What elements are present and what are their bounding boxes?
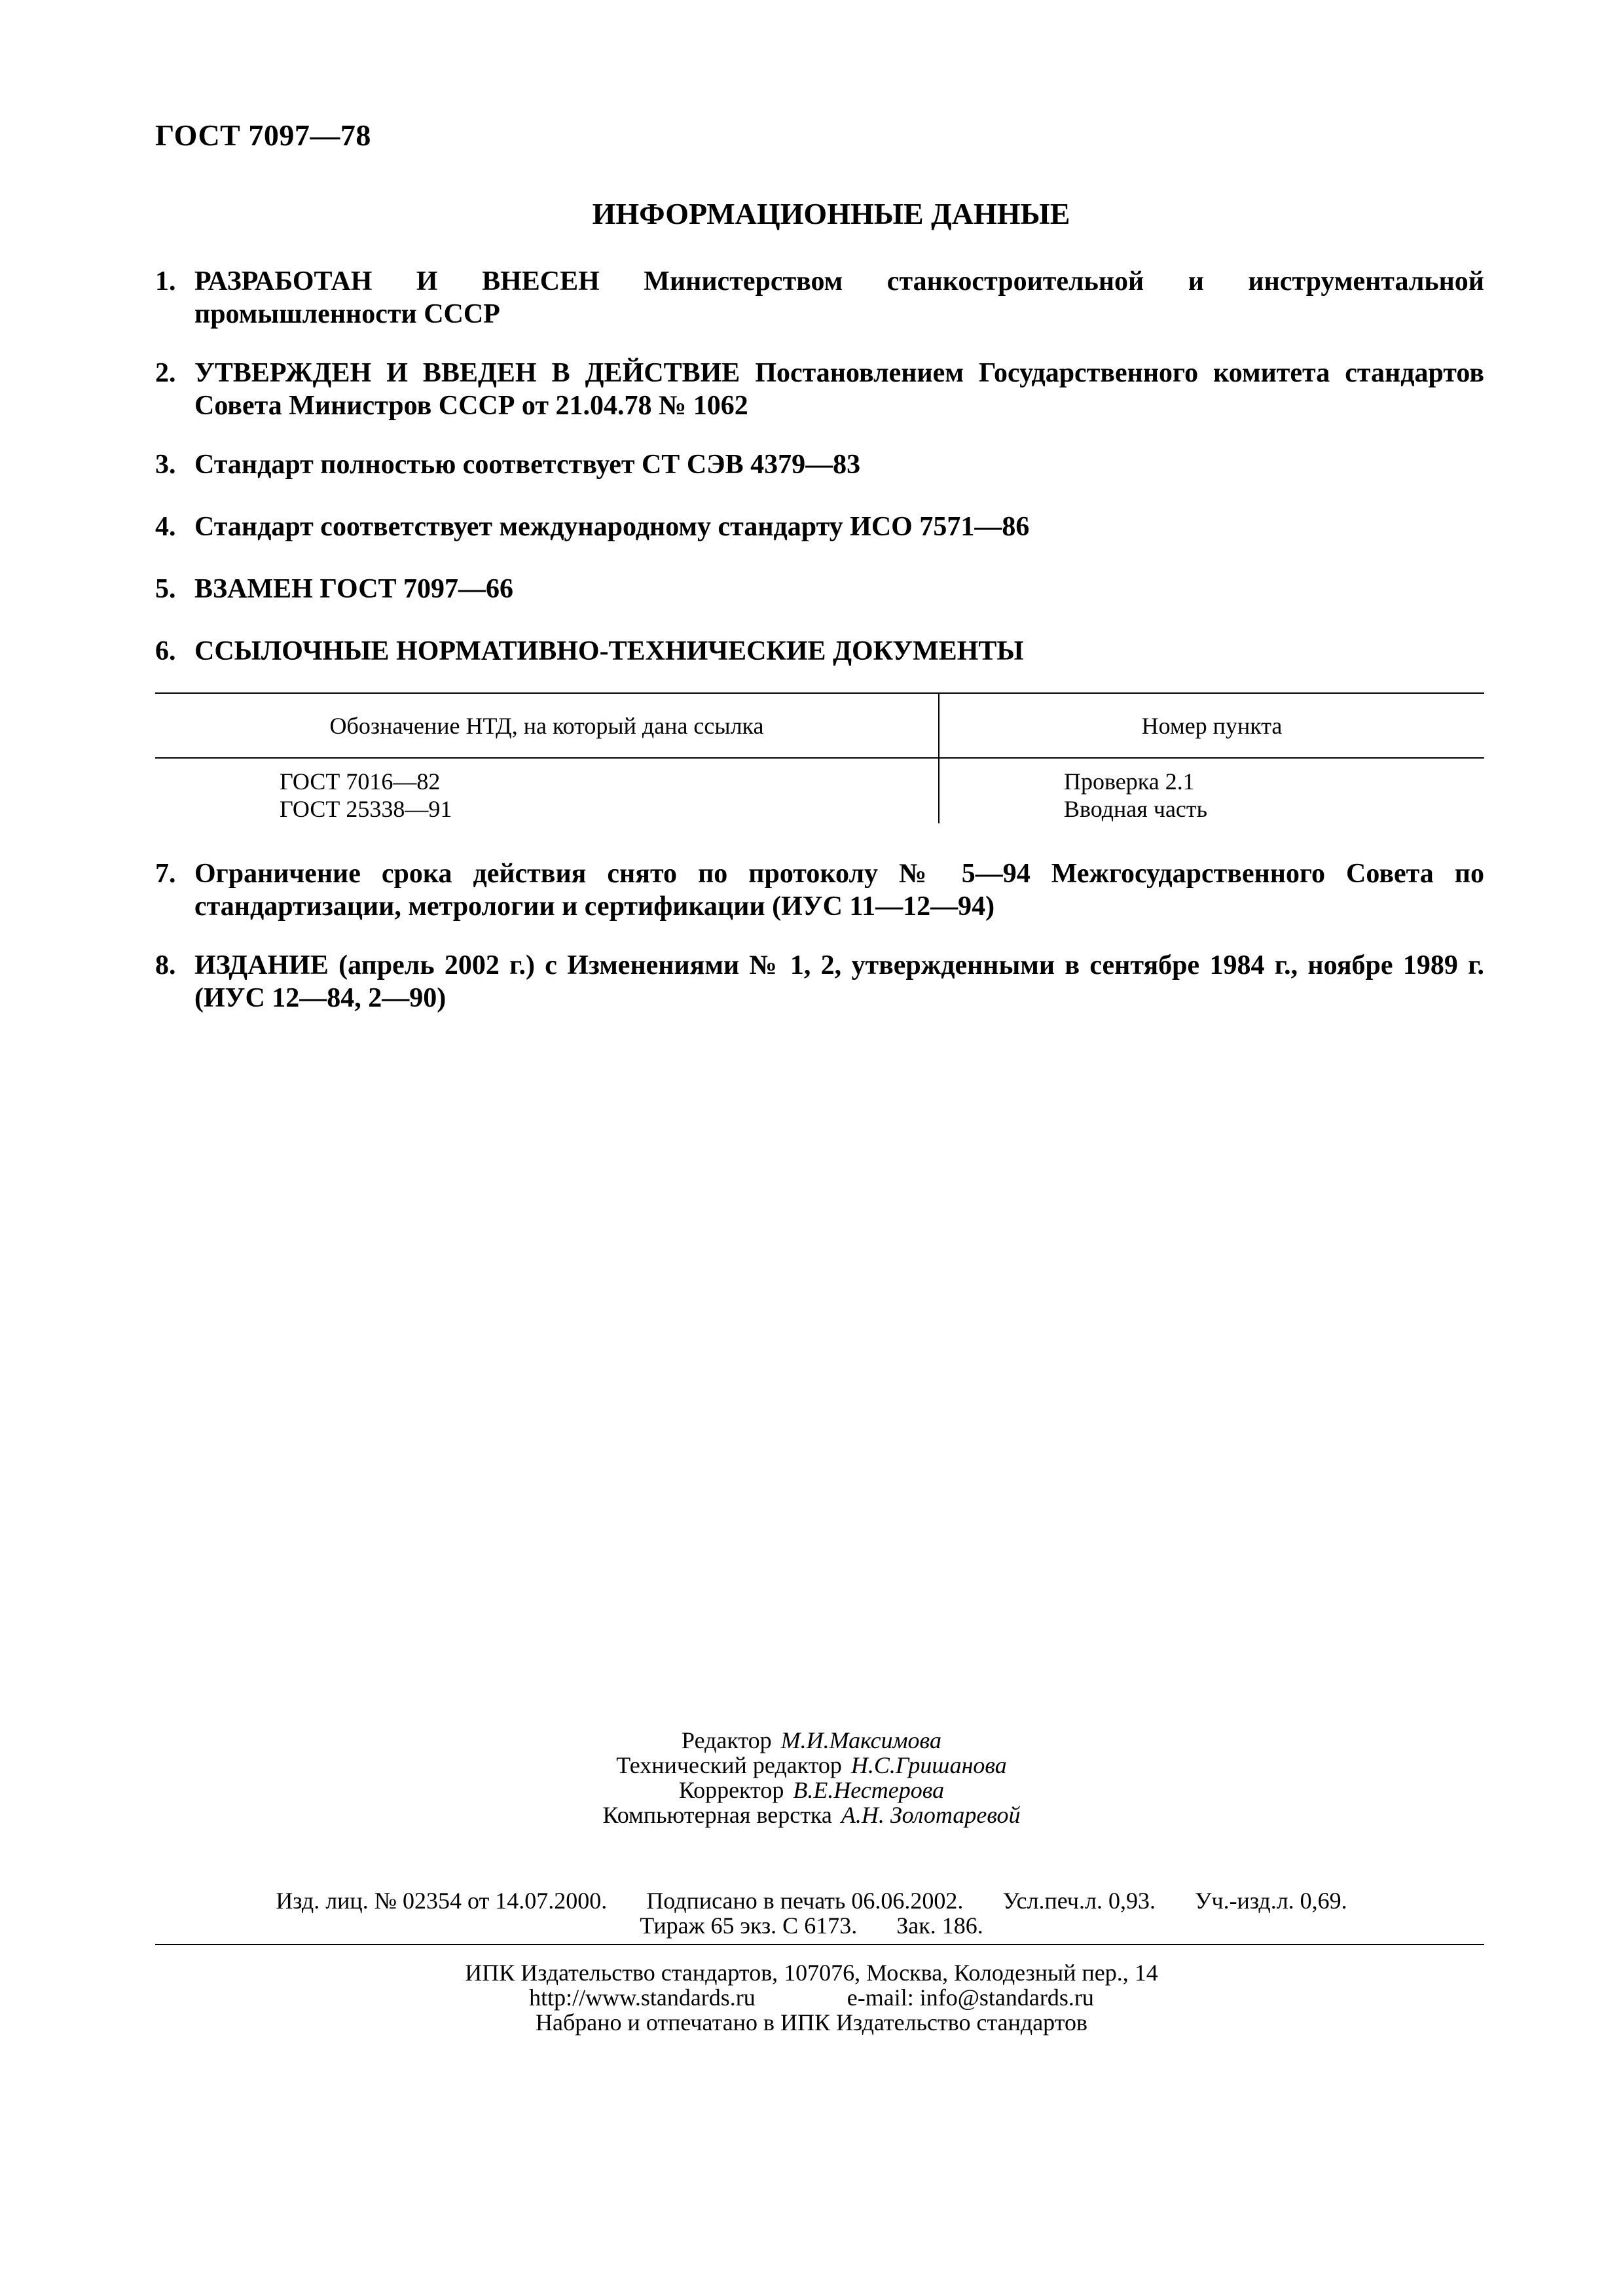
circulation: Тираж 65 экз. С 6173. bbox=[640, 1912, 858, 1939]
item-text: Ограничение срока действия снято по протоколу № 5—94 Межгосударственного Совета по стандартизации, метрологии и сертификации (ИУС 11—12—94) bbox=[194, 859, 1484, 922]
staff-name: Н.С.Гришанова bbox=[850, 1752, 1007, 1778]
publication-sheets: Уч.-изд.л. 0,69. bbox=[1194, 1888, 1347, 1914]
imprint-line-1 bbox=[0, 1888, 1623, 1913]
info-item-6 bbox=[155, 635, 1484, 668]
order-number: Зак. 186. bbox=[896, 1912, 983, 1939]
staff-role: Редактор bbox=[682, 1727, 772, 1753]
item-text: ВЗАМЕН ГОСТ 7097—66 bbox=[194, 574, 514, 604]
publisher-contacts bbox=[0, 1985, 1623, 2010]
clause-cell: Вводная часть bbox=[1064, 796, 1208, 822]
document-number: ГОСТ 7097—78 bbox=[155, 118, 371, 152]
document-cell: ГОСТ 7016—82 bbox=[280, 768, 441, 795]
item-text: Стандарт полностью соответствует СТ СЭВ 4379—83 bbox=[194, 450, 861, 480]
info-item-2 bbox=[155, 357, 1484, 422]
document-cells bbox=[155, 758, 939, 823]
staff-name: В.Е.Нестерова bbox=[793, 1777, 945, 1803]
section-title: ИНФОРМАЦИОННЫЕ ДАННЫЕ bbox=[592, 197, 1070, 230]
info-item-5 bbox=[155, 573, 1484, 605]
reference-documents-table bbox=[155, 692, 1484, 823]
license-info: Изд. лиц. № 02354 от 14.07.2000. bbox=[276, 1888, 608, 1914]
item-text: ССЫЛОЧНЫЕ НОРМАТИВНО-ТЕХНИЧЕСКИЕ ДОКУМЕНТЫ bbox=[194, 636, 1024, 666]
divider bbox=[155, 1944, 1484, 1945]
staff-tech-editor bbox=[0, 1753, 1623, 1778]
item-number: 2. bbox=[155, 358, 176, 388]
info-item-3 bbox=[155, 448, 1484, 481]
item-number: 1. bbox=[155, 266, 176, 296]
info-item-8 bbox=[155, 949, 1484, 1014]
staff-role: Технический редактор bbox=[616, 1752, 842, 1778]
clause-cell: Проверка 2.1 bbox=[1064, 768, 1195, 795]
publisher-info bbox=[0, 1960, 1623, 2035]
signed-date: Подписано в печать 06.06.2002. bbox=[646, 1888, 964, 1914]
document-cell: ГОСТ 25338—91 bbox=[280, 796, 452, 822]
staff-name: А.Н. Золотаревой bbox=[841, 1802, 1021, 1828]
publisher-address: ИПК Издательство стандартов, 107076, Москва, Колодезный пер., 14 bbox=[465, 1960, 1158, 1986]
editorial-staff bbox=[0, 1728, 1623, 1827]
item-number: 3. bbox=[155, 450, 176, 480]
item-number: 4. bbox=[155, 512, 176, 542]
staff-layout bbox=[0, 1803, 1623, 1827]
print-sheets: Усл.печ.л. 0,93. bbox=[1002, 1888, 1156, 1914]
staff-editor bbox=[0, 1728, 1623, 1753]
staff-proofreader bbox=[0, 1778, 1623, 1803]
column-header-clause: Номер пункта bbox=[939, 693, 1484, 758]
item-text: РАЗРАБОТАН И ВНЕСЕН Министерством станкостроительной и инструментальной промышленности СССР bbox=[194, 266, 1484, 329]
publisher-printed-by: Набрано и отпечатано в ИПК Издательство стандартов bbox=[536, 2009, 1087, 2036]
item-text: УТВЕРЖДЕН И ВВЕДЕН В ДЕЙСТВИЕ Постановлением Государственного комитета стандартов Совета Министров СССР от 21.04.78 № 1062 bbox=[194, 358, 1484, 421]
print-imprint bbox=[0, 1888, 1623, 1938]
table-row bbox=[155, 758, 1484, 823]
item-text: Стандарт соответствует международному стандарту ИСО 7571—86 bbox=[194, 512, 1030, 542]
imprint-line-2 bbox=[0, 1913, 1623, 1938]
info-item-4 bbox=[155, 511, 1484, 543]
column-header-document: Обозначение НТД, на который дана ссылка bbox=[155, 693, 939, 758]
item-number: 5. bbox=[155, 574, 176, 604]
staff-role: Корректор bbox=[678, 1777, 784, 1803]
item-number: 8. bbox=[155, 950, 176, 980]
item-number: 7. bbox=[155, 859, 176, 889]
item-text: ИЗДАНИЕ (апрель 2002 г.) с Изменениями № 1, 2, утвержденными в сентябре 1984 г., ноябре 1989 г. (ИУС 12—84, 2—90) bbox=[194, 950, 1484, 1013]
publisher-website: http://www.standards.ru bbox=[529, 1984, 756, 2011]
info-item-7 bbox=[155, 857, 1484, 923]
item-number: 6. bbox=[155, 636, 176, 666]
clause-cells bbox=[939, 758, 1484, 823]
staff-name: М.И.Максимова bbox=[780, 1727, 941, 1753]
publisher-email: e-mail: info@standards.ru bbox=[847, 1984, 1094, 2011]
staff-role: Компьютерная верстка bbox=[602, 1802, 832, 1828]
table-header-row bbox=[155, 693, 1484, 758]
info-item-1 bbox=[155, 265, 1484, 331]
